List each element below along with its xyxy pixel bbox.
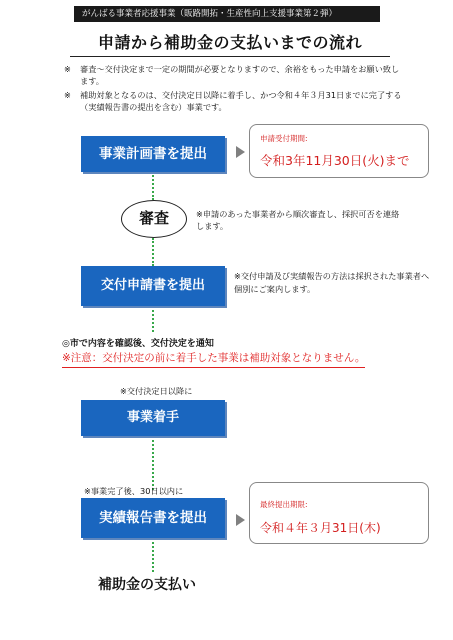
note-item [64,90,404,113]
arrow-right-icon [236,146,245,158]
application-period-deadline: 令和3年11月30日(火)まで [260,153,410,168]
final-deadline-date: 令和４年３月31日(木) [260,521,381,535]
flow-connector [152,538,154,572]
final-deadline-label: 最終提出期限: [260,500,308,509]
application-period-label: 申請受付期間: [260,134,308,143]
grant-application-note: ※交付申請及び実績報告の方法は採択された事業者へ個別にご案内します。 [234,271,430,294]
step-submit-performance-report: 実績報告書を提出 [81,498,225,538]
note-item [64,64,404,87]
step-grant-payment: 補助金の支払い [98,577,196,593]
page-title: 申請から補助金の支払いまでの流れ [70,30,390,57]
application-period-callout [249,124,429,178]
arrow-right-icon [236,514,245,526]
flow-connector [152,238,154,266]
notes-section [64,64,404,116]
program-banner: がんばる事業者応援事業（販路開拓・生産性向上支援事業第２弾） [74,6,380,22]
notification-text: ◎市で内容を確認後、交付決定を通知 [62,339,214,349]
review-step: 審査 [121,200,187,238]
step-start-business: 事業着手 [81,400,225,436]
caution-text: ※注意：交付決定の前に着手した事業は補助対象となりません。 [62,350,365,368]
start-timing-note: ※交付決定日以降に [120,386,193,396]
note-text: 審査～交付決定まで一定の期間が必要となりますので、余裕をもった申請をお願い致します。 [80,64,400,86]
note-mark: ※ [64,64,71,74]
flow-connector [152,172,154,200]
note-text: 補助対象となるのは、交付決定日以降に着手し、かつ令和４年３月31日までに完了する（実績報告書の提出を含む）事業です。 [80,90,402,112]
flow-connector [152,306,154,332]
step-submit-business-plan: 事業計画書を提出 [81,136,225,172]
review-note: ※申請のあった事業者から順次審査し、採択可否を連絡します。 [196,209,400,231]
flow-connector [152,436,154,490]
note-mark: ※ [64,90,71,100]
step-submit-grant-application: 交付申請書を提出 [81,266,225,306]
final-deadline-callout [249,482,429,544]
report-timing-note: ※事業完了後、30日以内に [84,486,184,496]
